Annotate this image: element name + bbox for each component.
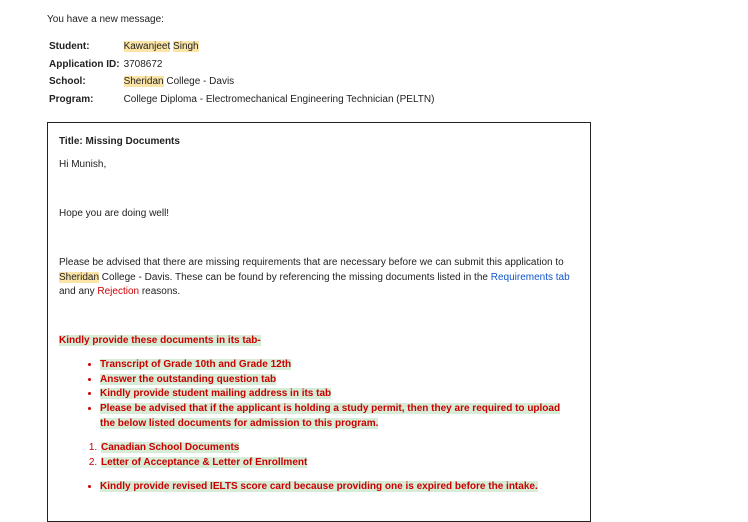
list-item xyxy=(100,480,566,495)
kindly-heading xyxy=(59,334,581,349)
list-item xyxy=(100,456,566,471)
student-value xyxy=(122,38,437,56)
student-last-name: Singh xyxy=(173,41,199,53)
advise-text-3: and any xyxy=(59,286,98,297)
school-value xyxy=(122,73,437,91)
meta-row-school xyxy=(47,73,436,91)
advise-text-1: Please be advised that there are missing requirements that are necessary before we can submit this application to xyxy=(59,257,564,268)
message-title: Title: Missing Documents xyxy=(59,136,180,147)
message-hope: Hope you are doing well! xyxy=(59,208,170,219)
school-highlight: Sheridan xyxy=(123,76,164,88)
list-item xyxy=(100,387,566,402)
appid-label: Application ID: xyxy=(49,58,120,70)
advise-text-4: reasons. xyxy=(139,286,181,297)
list-item-text: Letter of Acceptance & Letter of Enrollment xyxy=(101,456,308,468)
list-item-text: Answer the outstanding question tab xyxy=(100,373,277,385)
student-first-name: Kawanjeet xyxy=(123,41,171,53)
list-item-text: Transcript of Grade 10th and Grade 12th xyxy=(100,359,292,370)
advise-text-2: College - Davis. These can be found by referencing the missing documents listed in the xyxy=(99,271,491,283)
list-item xyxy=(100,373,566,388)
list-item-text: Kindly provide student mailing address in its tab xyxy=(100,388,332,400)
kindly-heading-text: Kindly provide these documents in its tab- xyxy=(59,335,261,346)
message-box xyxy=(47,122,591,522)
rejection-text: Rejection xyxy=(97,286,140,297)
school-label: School: xyxy=(49,76,86,88)
list-item-text: Kindly provide revised IELTS score card because providing one is expired before the intake. xyxy=(100,481,538,492)
ielts-list xyxy=(59,480,566,495)
program-value: College Diploma - Electromechanical Engineering Technician (PELTN) xyxy=(123,93,435,105)
requirements-tab-link[interactable]: Requirements tab xyxy=(490,271,570,283)
application-meta-table xyxy=(47,38,436,108)
meta-row-program xyxy=(47,91,436,109)
list-item xyxy=(100,402,566,431)
program-label: Program: xyxy=(49,93,94,105)
list-item xyxy=(100,441,566,456)
message-advise xyxy=(59,256,581,300)
student-label: Student: xyxy=(49,41,90,53)
meta-row-appid xyxy=(47,56,436,74)
list-item-text: Please be advised that if the applicant is holding a study permit, then they are required to upload the below listed documents for admission to this program. xyxy=(100,403,561,429)
advise-school-highlight: Sheridan xyxy=(59,271,100,283)
study-permit-docs-list xyxy=(59,441,566,470)
school-rest: College - Davis xyxy=(163,76,235,88)
list-item-text: Canadian School Documents xyxy=(101,442,240,453)
message-greeting: Hi Munish, xyxy=(59,159,107,170)
intro-text: You have a new message: xyxy=(47,14,164,25)
appid-value: 3708672 xyxy=(123,58,163,70)
missing-docs-list xyxy=(59,358,566,432)
meta-row-student xyxy=(47,38,436,56)
list-item xyxy=(100,358,566,373)
